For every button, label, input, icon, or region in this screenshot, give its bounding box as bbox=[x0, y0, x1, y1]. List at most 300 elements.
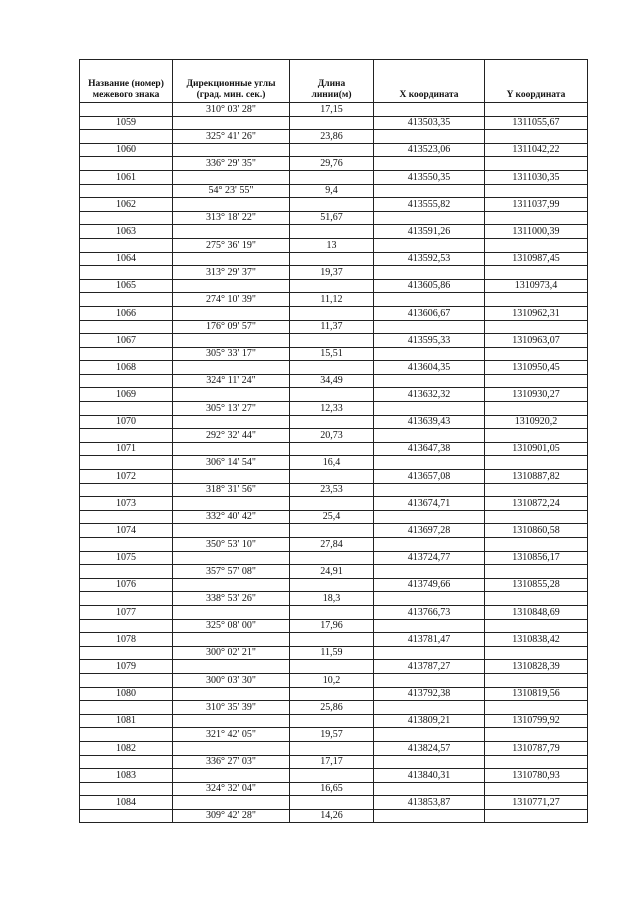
point-y: 1310872,24 bbox=[485, 497, 588, 511]
point-empty-cell bbox=[173, 605, 290, 619]
point-empty-cell bbox=[290, 687, 374, 701]
segment-empty-cell bbox=[374, 402, 485, 416]
point-empty-cell bbox=[173, 143, 290, 157]
point-empty-cell bbox=[173, 741, 290, 755]
point-empty-cell bbox=[173, 524, 290, 538]
point-row bbox=[80, 116, 588, 130]
point-empty-cell bbox=[290, 714, 374, 728]
segment-empty-cell bbox=[374, 809, 485, 823]
segment-empty-cell bbox=[374, 347, 485, 361]
point-name: 1069 bbox=[80, 388, 173, 402]
segment-length: 9,4 bbox=[290, 184, 374, 198]
segment-row bbox=[80, 103, 588, 117]
point-name: 1079 bbox=[80, 660, 173, 674]
segment-empty-cell bbox=[80, 782, 173, 796]
point-empty-cell bbox=[173, 361, 290, 375]
point-y: 1310838,42 bbox=[485, 633, 588, 647]
segment-row bbox=[80, 456, 588, 470]
point-x: 413550,35 bbox=[374, 170, 485, 184]
table-body bbox=[80, 103, 588, 823]
segment-angle: 305° 33' 17" bbox=[173, 347, 290, 361]
segment-empty-cell bbox=[374, 538, 485, 552]
point-empty-cell bbox=[290, 605, 374, 619]
point-y: 1310860,58 bbox=[485, 524, 588, 538]
point-x: 413639,43 bbox=[374, 415, 485, 429]
point-name: 1076 bbox=[80, 578, 173, 592]
point-name: 1065 bbox=[80, 279, 173, 293]
point-y: 1310920,2 bbox=[485, 415, 588, 429]
point-row bbox=[80, 442, 588, 456]
segment-empty-cell bbox=[485, 211, 588, 225]
point-empty-cell bbox=[173, 252, 290, 266]
segment-empty-cell bbox=[485, 238, 588, 252]
segment-empty-cell bbox=[374, 429, 485, 443]
segment-empty-cell bbox=[374, 592, 485, 606]
point-row bbox=[80, 252, 588, 266]
point-y: 1311000,39 bbox=[485, 225, 588, 239]
point-y: 1310771,27 bbox=[485, 796, 588, 810]
segment-angle: 325° 08' 00" bbox=[173, 619, 290, 633]
point-row bbox=[80, 633, 588, 647]
point-y: 1310930,27 bbox=[485, 388, 588, 402]
segment-empty-cell bbox=[80, 238, 173, 252]
segment-empty-cell bbox=[485, 103, 588, 117]
segment-empty-cell bbox=[80, 374, 173, 388]
point-x: 413809,21 bbox=[374, 714, 485, 728]
point-empty-cell bbox=[173, 687, 290, 701]
point-empty-cell bbox=[173, 769, 290, 783]
segment-empty-cell bbox=[485, 130, 588, 144]
point-empty-cell bbox=[290, 388, 374, 402]
point-empty-cell bbox=[173, 388, 290, 402]
point-x: 413792,38 bbox=[374, 687, 485, 701]
header-length-text: Длина линии(м) bbox=[311, 79, 352, 100]
header-angle bbox=[173, 60, 290, 103]
segment-empty-cell bbox=[374, 565, 485, 579]
point-x: 413840,31 bbox=[374, 769, 485, 783]
segment-row bbox=[80, 592, 588, 606]
point-y: 1310950,45 bbox=[485, 361, 588, 375]
segment-length: 19,57 bbox=[290, 728, 374, 742]
point-row bbox=[80, 415, 588, 429]
segment-row bbox=[80, 402, 588, 416]
segment-row bbox=[80, 320, 588, 334]
point-x: 413595,33 bbox=[374, 334, 485, 348]
segment-empty-cell bbox=[485, 184, 588, 198]
segment-row bbox=[80, 238, 588, 252]
point-x: 413824,57 bbox=[374, 741, 485, 755]
point-x: 413605,86 bbox=[374, 279, 485, 293]
segment-empty-cell bbox=[485, 728, 588, 742]
point-x: 413591,26 bbox=[374, 225, 485, 239]
segment-angle: 325° 41' 26" bbox=[173, 130, 290, 144]
point-row bbox=[80, 796, 588, 810]
point-y: 1310901,05 bbox=[485, 442, 588, 456]
segment-length: 11,59 bbox=[290, 646, 374, 660]
point-row bbox=[80, 198, 588, 212]
segment-angle: 332° 40' 42" bbox=[173, 510, 290, 524]
point-y: 1310848,69 bbox=[485, 605, 588, 619]
segment-empty-cell bbox=[80, 130, 173, 144]
segment-empty-cell bbox=[485, 429, 588, 443]
point-name: 1067 bbox=[80, 334, 173, 348]
header-x-text: X координата bbox=[399, 89, 459, 100]
segment-empty-cell bbox=[374, 510, 485, 524]
point-empty-cell bbox=[290, 660, 374, 674]
point-row bbox=[80, 687, 588, 701]
point-name: 1080 bbox=[80, 687, 173, 701]
point-empty-cell bbox=[290, 306, 374, 320]
segment-angle: 292° 32' 44" bbox=[173, 429, 290, 443]
segment-empty-cell bbox=[374, 619, 485, 633]
point-y: 1310799,92 bbox=[485, 714, 588, 728]
point-y: 1310963,07 bbox=[485, 334, 588, 348]
point-x: 413657,08 bbox=[374, 470, 485, 484]
point-empty-cell bbox=[290, 279, 374, 293]
point-empty-cell bbox=[173, 198, 290, 212]
point-x: 413749,66 bbox=[374, 578, 485, 592]
point-row bbox=[80, 388, 588, 402]
point-empty-cell bbox=[173, 334, 290, 348]
point-empty-cell bbox=[290, 442, 374, 456]
segment-angle: 318° 31' 56" bbox=[173, 483, 290, 497]
segment-empty-cell bbox=[374, 728, 485, 742]
segment-angle: 336° 27' 03" bbox=[173, 755, 290, 769]
segment-row bbox=[80, 701, 588, 715]
point-row bbox=[80, 143, 588, 157]
segment-empty-cell bbox=[485, 320, 588, 334]
segment-empty-cell bbox=[374, 266, 485, 280]
segment-length: 23,86 bbox=[290, 130, 374, 144]
point-empty-cell bbox=[173, 306, 290, 320]
point-y: 1310780,93 bbox=[485, 769, 588, 783]
segment-empty-cell bbox=[485, 538, 588, 552]
point-empty-cell bbox=[173, 796, 290, 810]
header-y-text: Y координата bbox=[506, 89, 566, 100]
header-angle-text: Дирекционные углы (град. мин. сек.) bbox=[186, 79, 276, 100]
segment-empty-cell bbox=[80, 293, 173, 307]
point-x: 413766,73 bbox=[374, 605, 485, 619]
segment-empty-cell bbox=[374, 456, 485, 470]
segment-empty-cell bbox=[80, 809, 173, 823]
segment-length: 17,15 bbox=[290, 103, 374, 117]
point-empty-cell bbox=[290, 497, 374, 511]
segment-empty-cell bbox=[80, 184, 173, 198]
segment-row bbox=[80, 483, 588, 497]
segment-angle: 300° 03' 30" bbox=[173, 673, 290, 687]
segment-empty-cell bbox=[485, 402, 588, 416]
segment-length: 25,86 bbox=[290, 701, 374, 715]
segment-empty-cell bbox=[485, 782, 588, 796]
segment-length: 10,2 bbox=[290, 673, 374, 687]
point-row bbox=[80, 306, 588, 320]
segment-row bbox=[80, 538, 588, 552]
point-y: 1310819,56 bbox=[485, 687, 588, 701]
point-row bbox=[80, 279, 588, 293]
segment-empty-cell bbox=[485, 374, 588, 388]
point-empty-cell bbox=[290, 198, 374, 212]
point-y: 1310787,79 bbox=[485, 741, 588, 755]
segment-length: 13 bbox=[290, 238, 374, 252]
segment-length: 29,76 bbox=[290, 157, 374, 171]
point-x: 413604,35 bbox=[374, 361, 485, 375]
point-name: 1061 bbox=[80, 170, 173, 184]
point-row bbox=[80, 524, 588, 538]
point-empty-cell bbox=[173, 714, 290, 728]
segment-length: 51,67 bbox=[290, 211, 374, 225]
point-x: 413697,28 bbox=[374, 524, 485, 538]
segment-empty-cell bbox=[80, 592, 173, 606]
point-empty-cell bbox=[173, 470, 290, 484]
segment-length: 27,84 bbox=[290, 538, 374, 552]
point-x: 413853,87 bbox=[374, 796, 485, 810]
segment-angle: 305° 13' 27" bbox=[173, 402, 290, 416]
segment-empty-cell bbox=[485, 646, 588, 660]
segment-empty-cell bbox=[80, 510, 173, 524]
segment-row bbox=[80, 782, 588, 796]
point-empty-cell bbox=[290, 143, 374, 157]
point-x: 413674,71 bbox=[374, 497, 485, 511]
segment-empty-cell bbox=[80, 429, 173, 443]
segment-empty-cell bbox=[80, 347, 173, 361]
segment-empty-cell bbox=[80, 565, 173, 579]
point-x: 413503,35 bbox=[374, 116, 485, 130]
table-header-row bbox=[80, 60, 588, 103]
segment-empty-cell bbox=[485, 673, 588, 687]
segment-empty-cell bbox=[374, 374, 485, 388]
segment-empty-cell bbox=[485, 456, 588, 470]
segment-length: 34,49 bbox=[290, 374, 374, 388]
segment-angle: 324° 11' 24" bbox=[173, 374, 290, 388]
segment-empty-cell bbox=[374, 646, 485, 660]
point-row bbox=[80, 170, 588, 184]
segment-row bbox=[80, 565, 588, 579]
segment-empty-cell bbox=[80, 211, 173, 225]
point-empty-cell bbox=[290, 334, 374, 348]
segment-empty-cell bbox=[80, 728, 173, 742]
segment-empty-cell bbox=[485, 619, 588, 633]
segment-empty-cell bbox=[374, 103, 485, 117]
segment-empty-cell bbox=[485, 293, 588, 307]
point-row bbox=[80, 769, 588, 783]
segment-length: 18,3 bbox=[290, 592, 374, 606]
point-empty-cell bbox=[290, 415, 374, 429]
segment-length: 19,37 bbox=[290, 266, 374, 280]
segment-length: 15,51 bbox=[290, 347, 374, 361]
segment-row bbox=[80, 809, 588, 823]
point-empty-cell bbox=[290, 524, 374, 538]
point-empty-cell bbox=[173, 660, 290, 674]
point-y: 1310856,17 bbox=[485, 551, 588, 565]
segment-angle: 310° 03' 28" bbox=[173, 103, 290, 117]
point-row bbox=[80, 741, 588, 755]
segment-row bbox=[80, 347, 588, 361]
point-name: 1064 bbox=[80, 252, 173, 266]
segment-angle: 275° 36' 19" bbox=[173, 238, 290, 252]
point-empty-cell bbox=[290, 633, 374, 647]
point-empty-cell bbox=[173, 578, 290, 592]
header-x bbox=[374, 60, 485, 103]
point-empty-cell bbox=[173, 170, 290, 184]
point-empty-cell bbox=[173, 415, 290, 429]
segment-empty-cell bbox=[485, 347, 588, 361]
point-x: 413724,77 bbox=[374, 551, 485, 565]
point-row bbox=[80, 660, 588, 674]
segment-empty-cell bbox=[80, 619, 173, 633]
segment-row bbox=[80, 157, 588, 171]
point-y: 1310828,39 bbox=[485, 660, 588, 674]
point-row bbox=[80, 605, 588, 619]
point-empty-cell bbox=[173, 497, 290, 511]
segment-empty-cell bbox=[80, 483, 173, 497]
segment-empty-cell bbox=[485, 266, 588, 280]
segment-length: 11,37 bbox=[290, 320, 374, 334]
point-empty-cell bbox=[173, 225, 290, 239]
point-empty-cell bbox=[290, 252, 374, 266]
point-row bbox=[80, 361, 588, 375]
segment-empty-cell bbox=[485, 510, 588, 524]
segment-angle: 54° 23' 55" bbox=[173, 184, 290, 198]
point-empty-cell bbox=[290, 741, 374, 755]
segment-length: 11,12 bbox=[290, 293, 374, 307]
segment-empty-cell bbox=[80, 266, 173, 280]
segment-length: 17,17 bbox=[290, 755, 374, 769]
segment-angle: 324° 32' 04" bbox=[173, 782, 290, 796]
point-empty-cell bbox=[173, 442, 290, 456]
point-row bbox=[80, 714, 588, 728]
point-name: 1073 bbox=[80, 497, 173, 511]
segment-angle: 321° 42' 05" bbox=[173, 728, 290, 742]
point-y: 1311055,67 bbox=[485, 116, 588, 130]
point-row bbox=[80, 470, 588, 484]
point-y: 1310887,82 bbox=[485, 470, 588, 484]
point-empty-cell bbox=[290, 551, 374, 565]
segment-row bbox=[80, 429, 588, 443]
segment-angle: 274° 10' 39" bbox=[173, 293, 290, 307]
segment-row bbox=[80, 673, 588, 687]
point-empty-cell bbox=[290, 225, 374, 239]
header-y bbox=[485, 60, 588, 103]
segment-empty-cell bbox=[374, 238, 485, 252]
segment-empty-cell bbox=[80, 103, 173, 117]
segment-length: 24,91 bbox=[290, 565, 374, 579]
point-name: 1060 bbox=[80, 143, 173, 157]
segment-empty-cell bbox=[374, 157, 485, 171]
point-x: 413592,53 bbox=[374, 252, 485, 266]
segment-empty-cell bbox=[374, 782, 485, 796]
point-x: 413647,38 bbox=[374, 442, 485, 456]
segment-length: 12,33 bbox=[290, 402, 374, 416]
segment-angle: 350° 53' 10" bbox=[173, 538, 290, 552]
segment-angle: 357° 57' 08" bbox=[173, 565, 290, 579]
header-length bbox=[290, 60, 374, 103]
segment-row bbox=[80, 646, 588, 660]
point-x: 413781,47 bbox=[374, 633, 485, 647]
segment-empty-cell bbox=[80, 646, 173, 660]
point-y: 1311042,22 bbox=[485, 143, 588, 157]
header-name bbox=[80, 60, 173, 103]
point-y: 1310855,28 bbox=[485, 578, 588, 592]
segment-row bbox=[80, 266, 588, 280]
point-y: 1311037,99 bbox=[485, 198, 588, 212]
segment-length: 23,53 bbox=[290, 483, 374, 497]
point-name: 1084 bbox=[80, 796, 173, 810]
segment-angle: 309° 42' 28" bbox=[173, 809, 290, 823]
point-name: 1078 bbox=[80, 633, 173, 647]
point-row bbox=[80, 551, 588, 565]
point-empty-cell bbox=[173, 551, 290, 565]
segment-row bbox=[80, 510, 588, 524]
segment-angle: 306° 14' 54" bbox=[173, 456, 290, 470]
header-name-text: Название (номер) межевого знака bbox=[88, 79, 164, 100]
point-name: 1066 bbox=[80, 306, 173, 320]
segment-row bbox=[80, 374, 588, 388]
segment-empty-cell bbox=[80, 538, 173, 552]
point-y: 1310987,45 bbox=[485, 252, 588, 266]
segment-empty-cell bbox=[374, 130, 485, 144]
segment-empty-cell bbox=[485, 592, 588, 606]
point-x: 413632,32 bbox=[374, 388, 485, 402]
point-x: 413555,82 bbox=[374, 198, 485, 212]
point-row bbox=[80, 497, 588, 511]
point-x: 413523,06 bbox=[374, 143, 485, 157]
point-empty-cell bbox=[173, 279, 290, 293]
segment-angle: 310° 35' 39" bbox=[173, 701, 290, 715]
point-row bbox=[80, 578, 588, 592]
segment-empty-cell bbox=[374, 184, 485, 198]
segment-angle: 176° 09' 57" bbox=[173, 320, 290, 334]
point-row bbox=[80, 334, 588, 348]
segment-angle: 300° 02' 21" bbox=[173, 646, 290, 660]
segment-empty-cell bbox=[80, 701, 173, 715]
point-row bbox=[80, 225, 588, 239]
segment-empty-cell bbox=[374, 673, 485, 687]
point-empty-cell bbox=[290, 769, 374, 783]
segment-empty-cell bbox=[485, 157, 588, 171]
point-name: 1070 bbox=[80, 415, 173, 429]
segment-length: 16,4 bbox=[290, 456, 374, 470]
segment-empty-cell bbox=[374, 211, 485, 225]
segment-empty-cell bbox=[485, 809, 588, 823]
point-name: 1083 bbox=[80, 769, 173, 783]
point-empty-cell bbox=[173, 633, 290, 647]
segment-angle: 313° 18' 22" bbox=[173, 211, 290, 225]
segment-row bbox=[80, 211, 588, 225]
coordinates-table bbox=[79, 59, 588, 823]
segment-empty-cell bbox=[485, 483, 588, 497]
segment-angle: 338° 53' 26" bbox=[173, 592, 290, 606]
segment-empty-cell bbox=[485, 565, 588, 579]
segment-row bbox=[80, 293, 588, 307]
point-name: 1077 bbox=[80, 605, 173, 619]
segment-row bbox=[80, 755, 588, 769]
point-y: 1310962,31 bbox=[485, 306, 588, 320]
segment-row bbox=[80, 728, 588, 742]
segment-row bbox=[80, 184, 588, 198]
segment-angle: 313° 29' 37" bbox=[173, 266, 290, 280]
point-empty-cell bbox=[290, 361, 374, 375]
segment-empty-cell bbox=[374, 755, 485, 769]
segment-row bbox=[80, 130, 588, 144]
segment-empty-cell bbox=[485, 755, 588, 769]
point-name: 1059 bbox=[80, 116, 173, 130]
segment-empty-cell bbox=[374, 320, 485, 334]
segment-empty-cell bbox=[80, 456, 173, 470]
segment-length: 20,73 bbox=[290, 429, 374, 443]
segment-empty-cell bbox=[80, 402, 173, 416]
segment-empty-cell bbox=[80, 320, 173, 334]
segment-length: 16,65 bbox=[290, 782, 374, 796]
